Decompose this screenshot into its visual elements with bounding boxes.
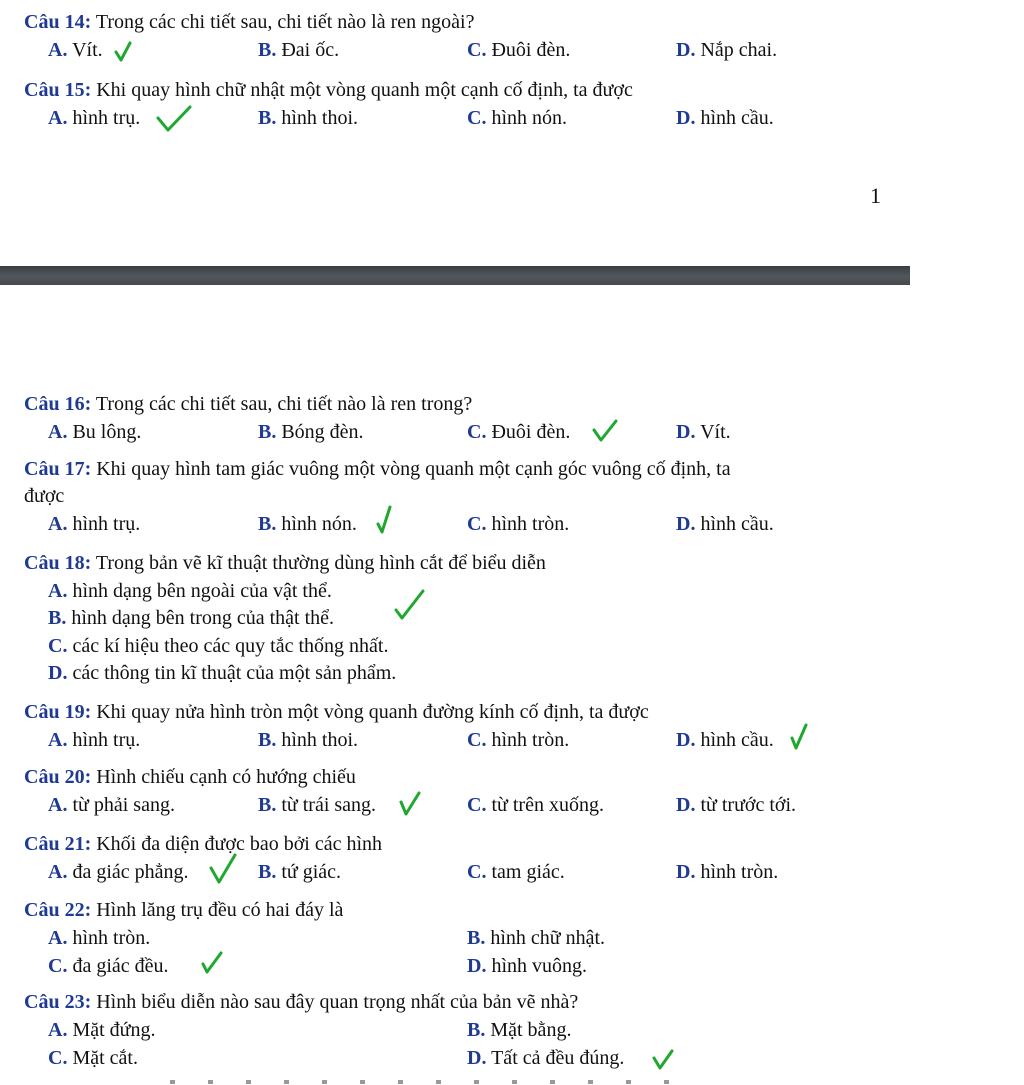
option-a: A. hình tròn. (48, 927, 151, 949)
option-d: D. hình cầu. (676, 107, 774, 129)
option-b: B. hình nón. (258, 513, 357, 535)
question-15: Câu 15: Khi quay hình chữ nhật một vòng quanh một cạnh cố định, ta được (24, 79, 633, 101)
option-b: B. Bóng đèn. (258, 421, 364, 443)
question-17: Câu 17: Khi quay hình tam giác vuông một vòng quanh một cạnh góc vuông cố định, ta (24, 458, 731, 480)
option-d: D. Tất cả đều đúng. (467, 1047, 625, 1069)
cut-off-text-line (170, 1080, 670, 1084)
option-c: C. đa giác đều. (48, 955, 169, 977)
question-21: Câu 21: Khối đa diện được bao bởi các hình (24, 833, 383, 855)
checkmark-icon (393, 588, 427, 622)
option-d: D. Vít. (676, 421, 731, 443)
option-c: C. từ trên xuống. (467, 794, 604, 816)
question-23: Câu 23: Hình biểu diễn nào sau đây quan trọng nhất của bản vẽ nhà? (24, 991, 579, 1013)
option-a: A. hình trụ. (48, 107, 141, 129)
option-d: D. hình tròn. (676, 861, 779, 883)
option-b: B. hình chữ nhật. (467, 927, 606, 949)
checkmark-icon (155, 104, 193, 134)
option-a: A. Bu lông. (48, 421, 142, 443)
option-b: B. Mặt bằng. (467, 1019, 572, 1041)
question-text: Trong các chi tiết sau, chi tiết nào là ren ngoài? (95, 11, 475, 33)
checkmark-icon (113, 40, 133, 64)
checkmark-icon (208, 852, 238, 886)
option-d: D. hình cầu. (676, 729, 774, 751)
option-d: D. Nắp chai. (676, 39, 778, 61)
option-d: D. các thông tin kĩ thuật của một sản phẩm. (48, 662, 397, 684)
page-number: 1 (870, 183, 881, 208)
option-a: A. từ phải sang. (48, 794, 175, 816)
option-c: C. Đuôi đèn. (467, 39, 571, 61)
option-b: B. Đai ốc. (258, 39, 340, 61)
checkmark-icon (398, 790, 422, 818)
option-d: D. từ trước tới. (676, 794, 797, 816)
option-a: A. hình trụ. (48, 513, 141, 535)
option-c: C. tam giác. (467, 861, 565, 883)
option-c: C. các kí hiệu theo các quy tắc thống nhất. (48, 635, 389, 657)
checkmark-icon (651, 1048, 675, 1072)
option-a: A. đa giác phẳng. (48, 861, 189, 883)
checkmark-icon (789, 722, 809, 752)
question-18: Câu 18: Trong bản vẽ kĩ thuật thường dùng hình cắt để biểu diễn (24, 552, 546, 574)
question-14 (24, 10, 474, 34)
option-b: B. tứ giác. (258, 861, 342, 883)
option-c: C. hình tròn. (467, 513, 570, 535)
option-b: B. hình thoi. (258, 107, 359, 129)
question-22: Câu 22: Hình lăng trụ đều có hai đáy là (24, 899, 344, 921)
option-c: C. hình tròn. (467, 729, 570, 751)
option-b: B. hình dạng bên trong của thật thể. (48, 607, 335, 629)
page-break-divider (0, 266, 910, 285)
option-a: A. hình trụ. (48, 729, 141, 751)
question-17-continuation: được (24, 485, 65, 507)
option-c: C. Mặt cắt. (48, 1047, 138, 1069)
option-c: C. hình nón. (467, 107, 568, 129)
question-20: Câu 20: Hình chiếu cạnh có hướng chiếu (24, 766, 356, 788)
checkmark-icon (591, 418, 619, 444)
option-c: C. Đuôi đèn. (467, 421, 571, 443)
option-d: D. hình vuông. (467, 955, 588, 977)
option-b: B. từ trái sang. (258, 794, 377, 816)
option-a: A. Mặt đứng. (48, 1019, 156, 1041)
option-b: B. hình thoi. (258, 729, 359, 751)
question-16: Câu 16: Trong các chi tiết sau, chi tiết nào là ren trong? (24, 393, 473, 415)
question-number: Câu 14: (24, 11, 92, 33)
option-d: D. hình cầu. (676, 513, 774, 535)
checkmark-icon (200, 950, 224, 976)
option-a: A. Vít. (48, 39, 103, 61)
question-19: Câu 19: Khi quay nửa hình tròn một vòng quanh đường kính cố định, ta được (24, 701, 649, 723)
checkmark-icon (375, 504, 393, 536)
option-a: A. hình dạng bên ngoài của vật thể. (48, 580, 332, 602)
